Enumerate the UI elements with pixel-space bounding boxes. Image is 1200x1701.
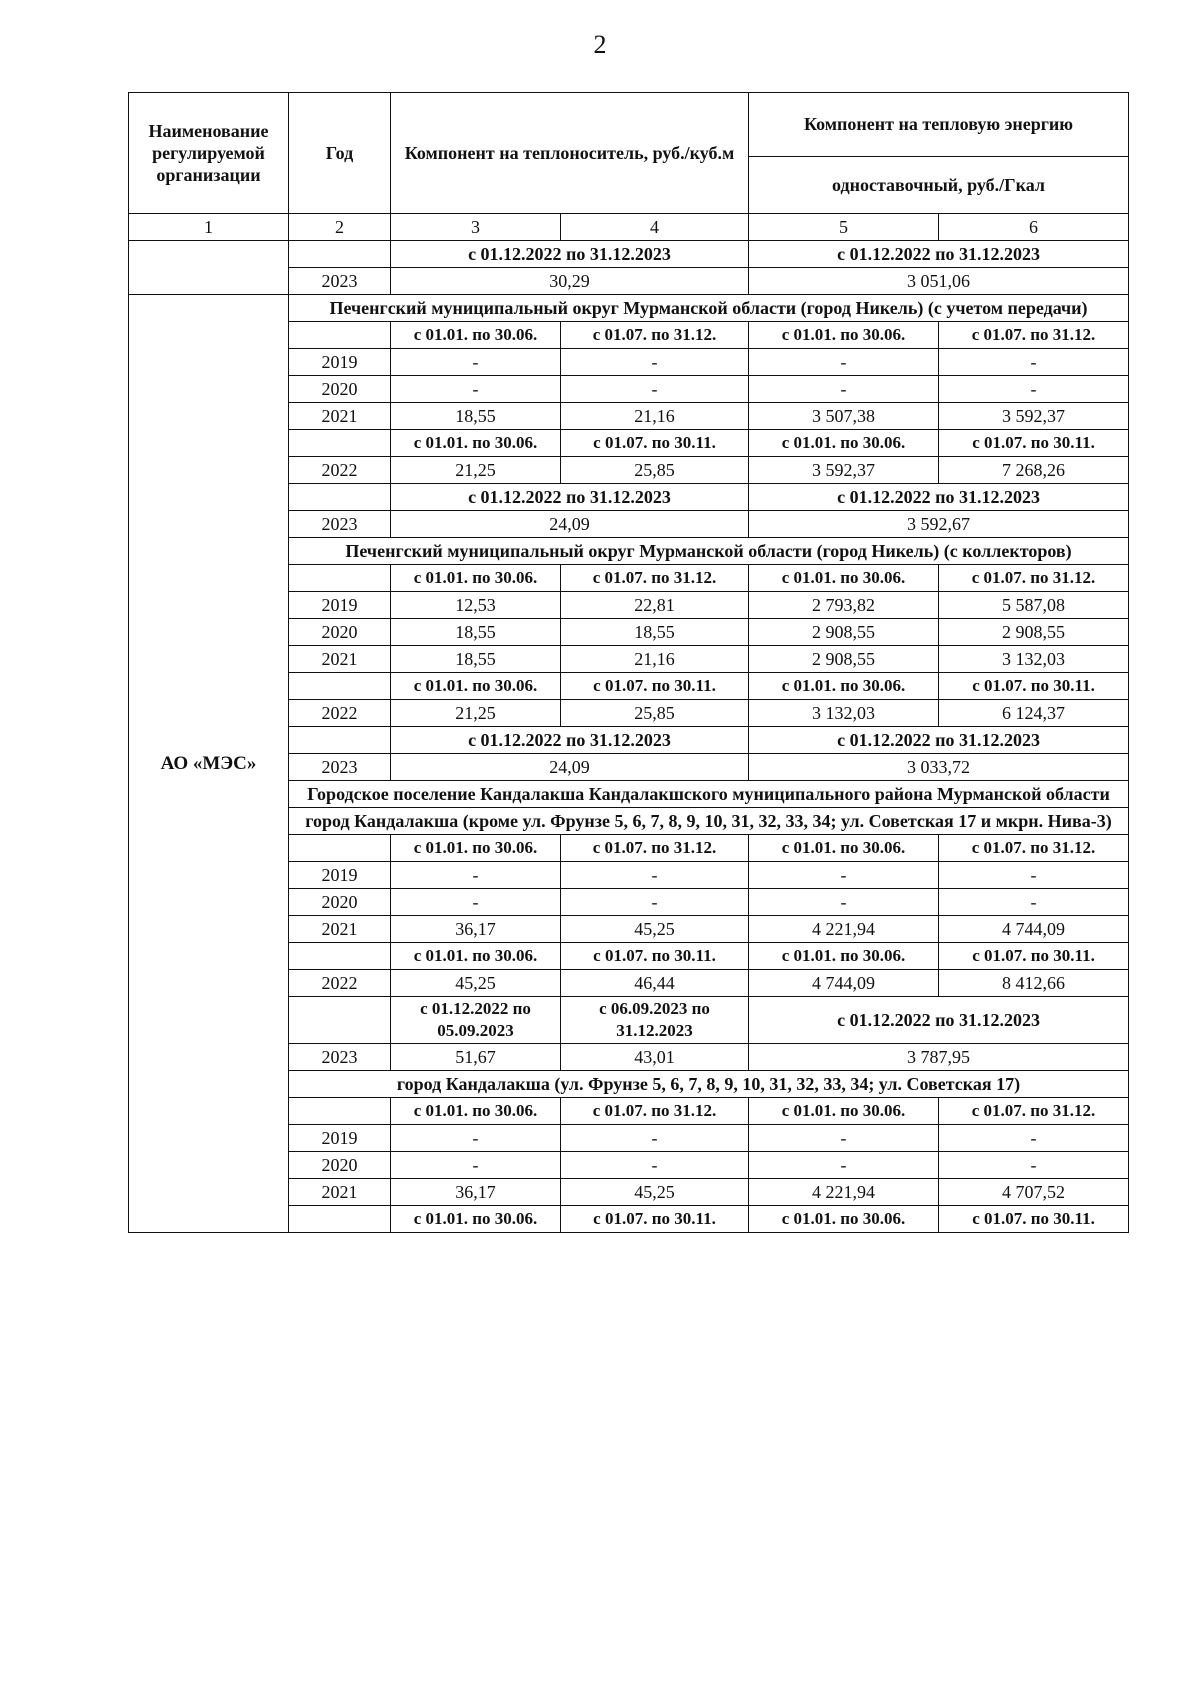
year-cell	[289, 997, 391, 1044]
year-cell: 2023	[289, 268, 391, 295]
period-cell: с 01.01. по 30.06.	[749, 430, 939, 457]
year-cell	[289, 430, 391, 457]
value-cell: -	[391, 376, 561, 403]
year-cell: 2019	[289, 592, 391, 619]
value-cell: 12,53	[391, 592, 561, 619]
value-cell: 3 787,95	[749, 1044, 1129, 1071]
value-cell: -	[749, 349, 939, 376]
year-cell: 2021	[289, 403, 391, 430]
section-subtitle: город Кандалакша (кроме ул. Фрунзе 5, 6, 7, 8, 9, 10, 31, 32, 33, 34; ул. Советская 17 и мкрн. Нива-3)	[289, 808, 1129, 835]
period-cell: с 01.07. по 31.12.	[939, 1098, 1129, 1125]
header-year: Год	[289, 93, 391, 214]
column-number: 6	[939, 214, 1129, 241]
value-cell: -	[561, 889, 749, 916]
value-cell: 3 132,03	[939, 646, 1129, 673]
column-number: 5	[749, 214, 939, 241]
value-cell: 3 132,03	[749, 700, 939, 727]
value-cell: 4 221,94	[749, 916, 939, 943]
value-cell: 3 592,37	[939, 403, 1129, 430]
value-cell: 45,25	[391, 970, 561, 997]
period-cell: с 01.01. по 30.06.	[749, 565, 939, 592]
value-cell: 4 221,94	[749, 1179, 939, 1206]
period-cell: с 01.07. по 30.11.	[939, 430, 1129, 457]
table-row	[129, 295, 1129, 322]
value-cell: 2 908,55	[749, 646, 939, 673]
period-cell: с 01.07. по 31.12.	[561, 1098, 749, 1125]
value-cell: -	[939, 376, 1129, 403]
value-cell: 7 268,26	[939, 457, 1129, 484]
tariff-table	[128, 92, 1129, 1233]
section-title: город Кандалакша (ул. Фрунзе 5, 6, 7, 8, 9, 10, 31, 32, 33, 34; ул. Советская 17)	[289, 1071, 1129, 1098]
value-cell: 4 744,09	[749, 970, 939, 997]
value-cell: 21,16	[561, 403, 749, 430]
period-cell: с 06.09.2023 по 31.12.2023	[561, 997, 749, 1044]
value-cell: 51,67	[391, 1044, 561, 1071]
value-cell: -	[561, 376, 749, 403]
column-number: 1	[129, 214, 289, 241]
period-cell: с 01.12.2022 по 31.12.2023	[391, 241, 749, 268]
period-cell: с 01.01. по 30.06.	[391, 322, 561, 349]
year-cell	[289, 835, 391, 862]
value-cell: -	[939, 1152, 1129, 1179]
column-numbers-row	[129, 214, 1129, 241]
period-cell: с 01.07. по 31.12.	[939, 322, 1129, 349]
year-cell	[289, 241, 391, 268]
value-cell: 21,25	[391, 457, 561, 484]
period-cell: с 01.01. по 30.06.	[391, 835, 561, 862]
value-cell: 4 744,09	[939, 916, 1129, 943]
value-cell: -	[749, 1152, 939, 1179]
value-cell: 2 793,82	[749, 592, 939, 619]
period-cell: с 01.01. по 30.06.	[391, 673, 561, 700]
year-cell: 2022	[289, 970, 391, 997]
section-title: Печенгский муниципальный округ Мурманской области (город Никель) (с коллекторов)	[289, 538, 1129, 565]
period-cell: с 01.07. по 31.12.	[561, 835, 749, 862]
period-cell: с 01.01. по 30.06.	[391, 1206, 561, 1233]
year-cell	[289, 943, 391, 970]
value-cell: -	[391, 1125, 561, 1152]
value-cell: 45,25	[561, 1179, 749, 1206]
year-cell	[289, 1206, 391, 1233]
period-cell: с 01.07. по 30.11.	[561, 430, 749, 457]
year-cell	[289, 565, 391, 592]
period-cell: с 01.07. по 30.11.	[561, 1206, 749, 1233]
organization-name: АО «МЭС»	[129, 295, 289, 1233]
column-number: 3	[391, 214, 561, 241]
period-cell: с 01.01. по 30.06.	[749, 835, 939, 862]
column-number: 2	[289, 214, 391, 241]
period-cell: с 01.07. по 30.11.	[939, 943, 1129, 970]
value-cell: 3 033,72	[749, 754, 1129, 781]
period-cell: с 01.12.2022 по 31.12.2023	[749, 484, 1129, 511]
year-cell: 2023	[289, 754, 391, 781]
value-cell: -	[939, 889, 1129, 916]
header-org: Наименование регулируемой организации	[129, 93, 289, 214]
year-cell: 2020	[289, 1152, 391, 1179]
header-heat-sub: одноставочный, руб./Гкал	[749, 156, 1129, 213]
org-empty-cell	[129, 241, 289, 295]
value-cell: 3 592,37	[749, 457, 939, 484]
period-cell: с 01.01. по 30.06.	[749, 1206, 939, 1233]
value-cell: 36,17	[391, 916, 561, 943]
value-cell: 2 908,55	[749, 619, 939, 646]
value-cell: 45,25	[561, 916, 749, 943]
year-cell	[289, 727, 391, 754]
period-cell: с 01.12.2022 по 31.12.2023	[749, 727, 1129, 754]
value-cell: 25,85	[561, 457, 749, 484]
header-heat: Компонент на тепловую энергию	[749, 93, 1129, 157]
value-cell: 21,25	[391, 700, 561, 727]
section-title: Городское поселение Кандалакша Кандалакшского муниципального района Мурманской области	[289, 781, 1129, 808]
year-cell	[289, 673, 391, 700]
period-cell: с 01.12.2022 по 31.12.2023	[391, 484, 749, 511]
year-cell	[289, 1098, 391, 1125]
value-cell: 5 587,08	[939, 592, 1129, 619]
header-row	[129, 93, 1129, 157]
value-cell: 3 592,67	[749, 511, 1129, 538]
period-cell: с 01.01. по 30.06.	[749, 673, 939, 700]
period-cell: с 01.01. по 30.06.	[391, 430, 561, 457]
period-cell: с 01.01. по 30.06.	[749, 322, 939, 349]
value-cell: 8 412,66	[939, 970, 1129, 997]
value-cell: 24,09	[391, 754, 749, 781]
value-cell: 2 908,55	[939, 619, 1129, 646]
period-cell: с 01.07. по 30.11.	[939, 673, 1129, 700]
value-cell: 4 707,52	[939, 1179, 1129, 1206]
period-cell: с 01.07. по 31.12.	[561, 565, 749, 592]
value-cell: 3 507,38	[749, 403, 939, 430]
value-cell: 43,01	[561, 1044, 749, 1071]
year-cell: 2020	[289, 376, 391, 403]
year-cell: 2020	[289, 889, 391, 916]
year-cell: 2019	[289, 349, 391, 376]
period-cell: с 01.12.2022 по 05.09.2023	[391, 997, 561, 1044]
value-cell: 18,55	[561, 619, 749, 646]
value-cell: -	[749, 376, 939, 403]
period-cell: с 01.01. по 30.06.	[391, 1098, 561, 1125]
period-cell: с 01.01. по 30.06.	[391, 565, 561, 592]
value-cell: -	[561, 1152, 749, 1179]
value-cell: 21,16	[561, 646, 749, 673]
value-cell: -	[561, 349, 749, 376]
period-cell: с 01.01. по 30.06.	[391, 943, 561, 970]
period-cell: с 01.12.2022 по 31.12.2023	[749, 997, 1129, 1044]
year-cell: 2022	[289, 700, 391, 727]
page-number: 2	[593, 30, 607, 59]
value-cell: 22,81	[561, 592, 749, 619]
value-cell: -	[939, 862, 1129, 889]
period-cell: с 01.01. по 30.06.	[749, 1098, 939, 1125]
value-cell: -	[561, 1125, 749, 1152]
value-cell: -	[391, 1152, 561, 1179]
value-cell: 18,55	[391, 619, 561, 646]
value-cell: -	[939, 1125, 1129, 1152]
value-cell: -	[391, 349, 561, 376]
value-cell: -	[561, 862, 749, 889]
year-cell: 2022	[289, 457, 391, 484]
year-cell: 2023	[289, 1044, 391, 1071]
period-cell: с 01.07. по 31.12.	[939, 565, 1129, 592]
value-cell: 3 051,06	[749, 268, 1129, 295]
value-cell: 46,44	[561, 970, 749, 997]
year-cell	[289, 484, 391, 511]
column-number: 4	[561, 214, 749, 241]
value-cell: -	[391, 889, 561, 916]
period-cell: с 01.01. по 30.06.	[749, 943, 939, 970]
period-cell: с 01.07. по 31.12.	[939, 835, 1129, 862]
value-cell: 36,17	[391, 1179, 561, 1206]
period-cell: с 01.07. по 30.11.	[561, 673, 749, 700]
period-cell: с 01.07. по 31.12.	[561, 322, 749, 349]
year-cell: 2021	[289, 1179, 391, 1206]
year-cell: 2020	[289, 619, 391, 646]
value-cell: -	[749, 1125, 939, 1152]
value-cell: -	[391, 862, 561, 889]
year-cell	[289, 322, 391, 349]
period-cell: с 01.07. по 30.11.	[939, 1206, 1129, 1233]
year-cell: 2019	[289, 862, 391, 889]
period-cell: с 01.12.2022 по 31.12.2023	[749, 241, 1129, 268]
year-cell: 2021	[289, 916, 391, 943]
value-cell: -	[749, 889, 939, 916]
year-cell: 2019	[289, 1125, 391, 1152]
value-cell: 25,85	[561, 700, 749, 727]
period-cell: с 01.12.2022 по 31.12.2023	[391, 727, 749, 754]
value-cell: 6 124,37	[939, 700, 1129, 727]
year-cell: 2023	[289, 511, 391, 538]
table-row	[129, 241, 1129, 268]
value-cell: -	[939, 349, 1129, 376]
value-cell: 30,29	[391, 268, 749, 295]
value-cell: 18,55	[391, 403, 561, 430]
period-cell: с 01.07. по 30.11.	[561, 943, 749, 970]
value-cell: 18,55	[391, 646, 561, 673]
value-cell: 24,09	[391, 511, 749, 538]
year-cell: 2021	[289, 646, 391, 673]
section-title: Печенгский муниципальный округ Мурманской области (город Никель) (с учетом передачи)	[289, 295, 1129, 322]
header-coolant: Компонент на теплоноситель, руб./куб.м	[391, 93, 749, 214]
value-cell: -	[749, 862, 939, 889]
